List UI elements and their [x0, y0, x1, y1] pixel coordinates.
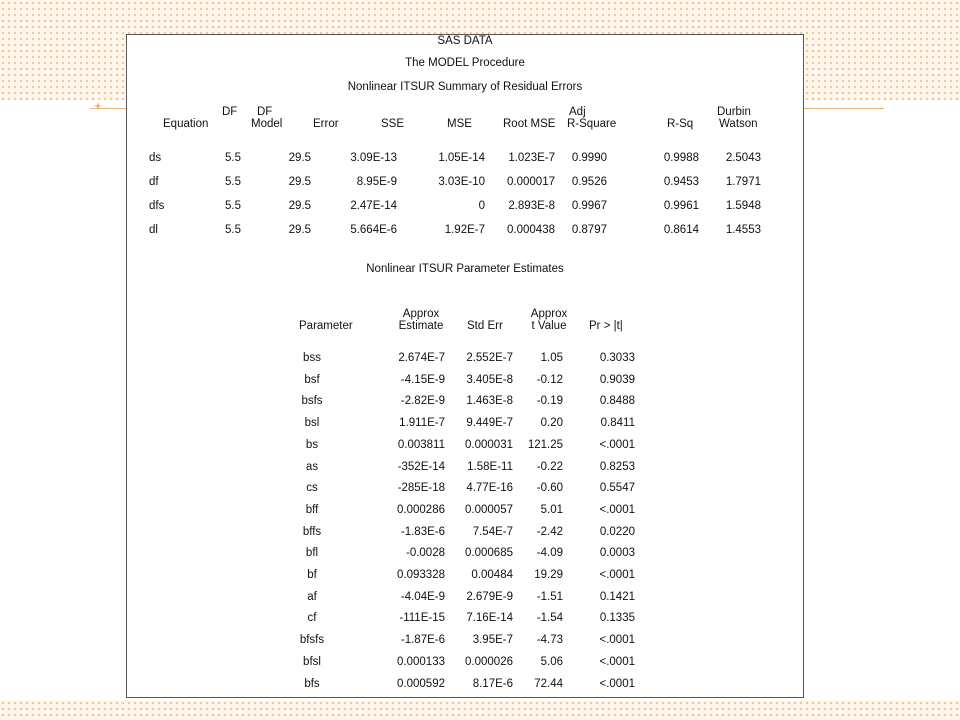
param-cell-est: -2.82E-9	[400, 395, 445, 408]
header-adj-r-sq: R-Sq	[667, 118, 694, 130]
param-cell-pr: 0.0003	[599, 547, 635, 560]
param-cell-pr: <.0001	[599, 655, 635, 668]
param-cell-t: -0.60	[536, 482, 563, 495]
summary-cell-dfe: 29.5	[288, 176, 311, 188]
param-cell-p: bfl	[305, 547, 319, 560]
header-tvalue-top: Approx	[530, 308, 568, 320]
summary-cell-dfm: 5.5	[225, 200, 241, 212]
param-cell-est: 0.000133	[397, 655, 445, 668]
summary-cell-dw: 1.7971	[725, 176, 761, 188]
param-cell-se: 1.58E-11	[467, 460, 513, 473]
params-title: Nonlinear ITSUR Parameter Estimates	[366, 263, 564, 275]
summary-cell-mse: 3.03E-10	[438, 176, 485, 188]
param-cell-t: 5.06	[540, 655, 563, 668]
param-cell-p: cf	[307, 612, 317, 625]
param-cell-p: bffs	[302, 525, 322, 538]
summary-cell-mse: 0	[478, 200, 485, 212]
param-cell-p: bs	[305, 438, 319, 451]
bullet-star-icon	[94, 102, 102, 110]
summary-cell-rsq: 0.8797	[571, 224, 607, 236]
header-df-error-top: DF	[257, 106, 273, 118]
header-sse: SSE	[381, 118, 405, 130]
param-cell-pr: <.0001	[599, 503, 635, 516]
param-cell-t: -1.54	[536, 612, 563, 625]
summary-cell-adj: 0.9961	[663, 200, 699, 212]
param-cell-se: 0.00484	[471, 569, 513, 581]
param-cell-se: 2.679E-9	[466, 590, 513, 603]
param-cell-t: -0.19	[536, 395, 563, 408]
summary-cell-rsq: 0.9967	[571, 200, 607, 212]
summary-cell-adj: 0.8614	[663, 224, 699, 236]
param-cell-t: -4.09	[536, 547, 563, 560]
param-cell-est: 2.674E-7	[398, 352, 445, 364]
summary-cell-rmse: 0.000017	[507, 176, 555, 188]
header-estimate-top: Approx	[402, 308, 440, 320]
param-cell-se: 3.95E-7	[472, 634, 513, 647]
param-cell-p: bsf	[304, 373, 320, 386]
param-cell-est: -111E-15	[399, 612, 445, 625]
param-cell-se: 9.449E-7	[466, 417, 513, 430]
param-cell-p: bss	[303, 352, 321, 364]
param-cell-pr: 0.1335	[599, 612, 635, 625]
slide-dotted-band-bottom	[0, 700, 960, 720]
param-cell-pr: 0.8488	[599, 395, 635, 408]
summary-cell-dfe: 29.5	[288, 152, 311, 164]
sas-output-panel	[126, 34, 804, 698]
header-df-model-top: DF	[222, 106, 238, 118]
summary-cell-sse: 3.09E-13	[350, 152, 397, 164]
param-cell-t: 72.44	[534, 677, 563, 690]
param-cell-t: 0.20	[540, 417, 563, 430]
header-root-mse: Root MSE	[503, 118, 556, 130]
header-model: Model	[251, 118, 283, 130]
header-adj-top: Adj	[569, 106, 586, 118]
summary-cell-rmse: 0.000438	[507, 224, 555, 236]
param-cell-pr: 0.8253	[599, 460, 635, 473]
param-cell-se: 4.77E-16	[466, 482, 513, 495]
param-cell-t: 19.29	[534, 569, 563, 581]
summary-cell-sse: 2.47E-14	[350, 200, 397, 212]
param-cell-est: -4.04E-9	[400, 590, 445, 603]
summary-cell-sse: 5.664E-6	[350, 224, 397, 236]
param-cell-est: 0.000286	[397, 503, 445, 516]
header-estimate: Estimate	[398, 320, 444, 332]
param-cell-se: 0.000685	[465, 547, 513, 560]
param-cell-t: 1.05	[540, 352, 563, 364]
param-cell-se: 0.000026	[465, 655, 513, 668]
param-cell-p: bfs	[304, 677, 320, 690]
summary-cell-dw: 2.5043	[725, 152, 761, 164]
param-cell-p: bsfs	[301, 395, 323, 408]
summary-cell-eq: df	[149, 176, 159, 188]
param-cell-p: bf	[307, 569, 317, 581]
summary-cell-eq: dfs	[149, 200, 165, 212]
summary-cell-mse: 1.92E-7	[444, 224, 485, 236]
summary-cell-sse: 8.95E-9	[356, 176, 397, 188]
param-cell-pr: 0.0220	[599, 525, 635, 538]
summary-cell-dw: 1.4553	[725, 224, 761, 236]
param-cell-p: bsl	[304, 417, 320, 430]
param-cell-se: 2.552E-7	[466, 352, 513, 364]
param-cell-est: -0.0028	[405, 547, 445, 560]
param-cell-t: -0.22	[536, 460, 563, 473]
param-cell-p: as	[305, 460, 319, 473]
summary-cell-rsq: 0.9990	[571, 152, 607, 164]
param-cell-se: 7.16E-14	[466, 612, 513, 625]
header-pr-t: Pr > |t|	[589, 320, 623, 332]
summary-cell-dfm: 5.5	[225, 152, 241, 164]
header-mse: MSE	[447, 118, 472, 130]
param-cell-t: 5.01	[540, 503, 563, 516]
param-cell-pr: 0.8411	[600, 417, 635, 430]
param-cell-est: -4.15E-9	[400, 373, 445, 386]
summary-cell-mse: 1.05E-14	[438, 152, 485, 164]
param-cell-p: cs	[306, 482, 318, 495]
param-cell-t: 121.25	[527, 438, 563, 451]
accent-line-right	[804, 108, 884, 109]
param-cell-pr: <.0001	[599, 438, 635, 451]
param-cell-pr: 0.1421	[599, 590, 635, 603]
param-cell-t: -0.12	[536, 373, 563, 386]
header-std-err: Std Err	[467, 320, 503, 332]
param-cell-pr: 0.9039	[599, 373, 635, 386]
param-cell-est: -1.87E-6	[400, 634, 445, 647]
summary-title: Nonlinear ITSUR Summary of Residual Errors	[347, 81, 583, 93]
param-cell-se: 7.54E-7	[472, 525, 513, 538]
header-parameter: Parameter	[299, 320, 353, 332]
header-r-square: R-Square	[567, 118, 617, 130]
summary-cell-dfm: 5.5	[225, 224, 241, 236]
param-cell-est: 0.003811	[397, 438, 445, 451]
summary-cell-dw: 1.5948	[725, 200, 761, 212]
summary-cell-rsq: 0.9526	[571, 176, 607, 188]
param-cell-se: 3.405E-8	[466, 373, 513, 386]
procedure-title: The MODEL Procedure	[405, 57, 525, 69]
param-cell-pr: 0.5547	[599, 482, 635, 495]
param-cell-t: -1.51	[536, 590, 563, 603]
summary-cell-rmse: 2.893E-8	[508, 200, 555, 212]
summary-cell-eq: dl	[149, 224, 158, 236]
param-cell-se: 0.000031	[465, 438, 513, 451]
param-cell-est: 0.000592	[397, 677, 445, 690]
header-equation: Equation	[163, 118, 209, 130]
param-cell-est: 0.093328	[397, 569, 445, 581]
summary-cell-eq: ds	[149, 152, 162, 164]
header-watson: Watson	[719, 118, 758, 130]
header-durbin-top: Durbin	[717, 106, 751, 118]
summary-cell-dfe: 29.5	[288, 200, 311, 212]
header-t-value: t Value	[531, 320, 567, 332]
param-cell-est: -352E-14	[397, 460, 445, 473]
output-title: SAS DATA	[437, 35, 493, 47]
param-cell-pr: 0.3033	[599, 352, 635, 364]
summary-cell-rmse: 1.023E-7	[508, 152, 555, 164]
header-error: Error	[313, 118, 339, 130]
param-cell-pr: <.0001	[599, 569, 635, 581]
param-cell-est: -285E-18	[397, 482, 445, 495]
summary-cell-dfm: 5.5	[225, 176, 241, 188]
param-cell-p: bff	[305, 503, 319, 516]
param-cell-se: 8.17E-6	[472, 677, 513, 690]
param-cell-pr: <.0001	[599, 677, 635, 690]
param-cell-t: -2.42	[536, 525, 563, 538]
summary-cell-adj: 0.9988	[663, 152, 699, 164]
param-cell-pr: <.0001	[599, 634, 635, 647]
param-cell-p: af	[307, 590, 317, 603]
summary-cell-dfe: 29.5	[288, 224, 311, 236]
param-cell-se: 1.463E-8	[466, 395, 513, 408]
param-cell-p: bfsl	[303, 655, 321, 668]
param-cell-p: bfsfs	[299, 634, 325, 647]
param-cell-t: -4.73	[536, 634, 563, 647]
param-cell-est: -1.83E-6	[400, 525, 445, 538]
param-cell-est: 1.911E-7	[399, 417, 445, 430]
param-cell-se: 0.000057	[465, 503, 513, 516]
summary-cell-adj: 0.9453	[663, 176, 699, 188]
